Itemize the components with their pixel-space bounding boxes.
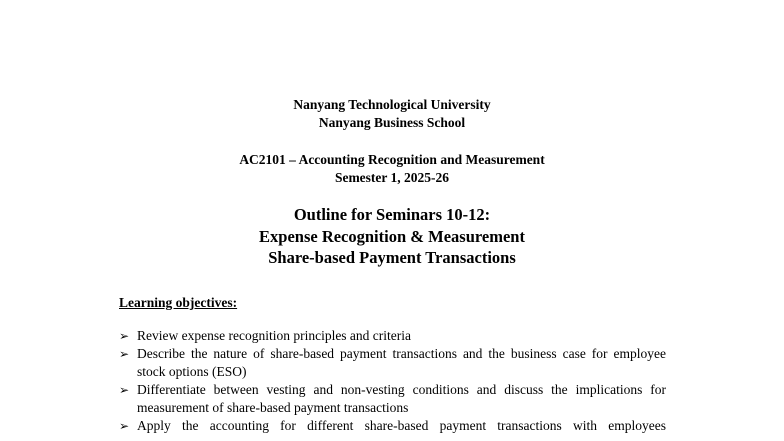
list-item	[119, 417, 666, 435]
objective-text: Review expense recognition principles and criteria	[137, 328, 412, 343]
school-name: Nanyang Business School	[318, 115, 466, 130]
learning-objectives-list	[119, 327, 666, 435]
arrowhead-bullet-icon: ➢	[119, 347, 130, 361]
outline-subtitle-expense: Expense Recognition & Measurement	[259, 227, 525, 246]
university-name: Nanyang Technological University	[293, 97, 491, 112]
objective-text: Differentiate between vesting and non-vesting conditions and discuss the implications for measurement of share-based payment transactions	[137, 382, 666, 415]
semester-label: Semester 1, 2025-26	[334, 170, 450, 185]
arrowhead-bullet-icon: ➢	[119, 329, 130, 343]
outline-title: Outline for Seminars 10-12:	[293, 205, 491, 224]
list-item	[119, 327, 666, 345]
objective-text: Describe the nature of share-based payment transactions and the business case for employee stock options (ESO)	[137, 346, 666, 379]
arrowhead-bullet-icon: ➢	[119, 383, 130, 397]
course-title: AC2101 – Accounting Recognition and Measurement	[239, 152, 545, 167]
learning-objectives-heading: Learning objectives:	[119, 295, 238, 310]
list-item	[119, 345, 666, 381]
list-item	[119, 381, 666, 417]
arrowhead-bullet-icon: ➢	[119, 419, 130, 433]
objective-text: Apply the accounting for different share-based payment transactions with employees	[137, 418, 666, 433]
outline-subtitle-share-based: Share-based Payment Transactions	[268, 248, 516, 267]
